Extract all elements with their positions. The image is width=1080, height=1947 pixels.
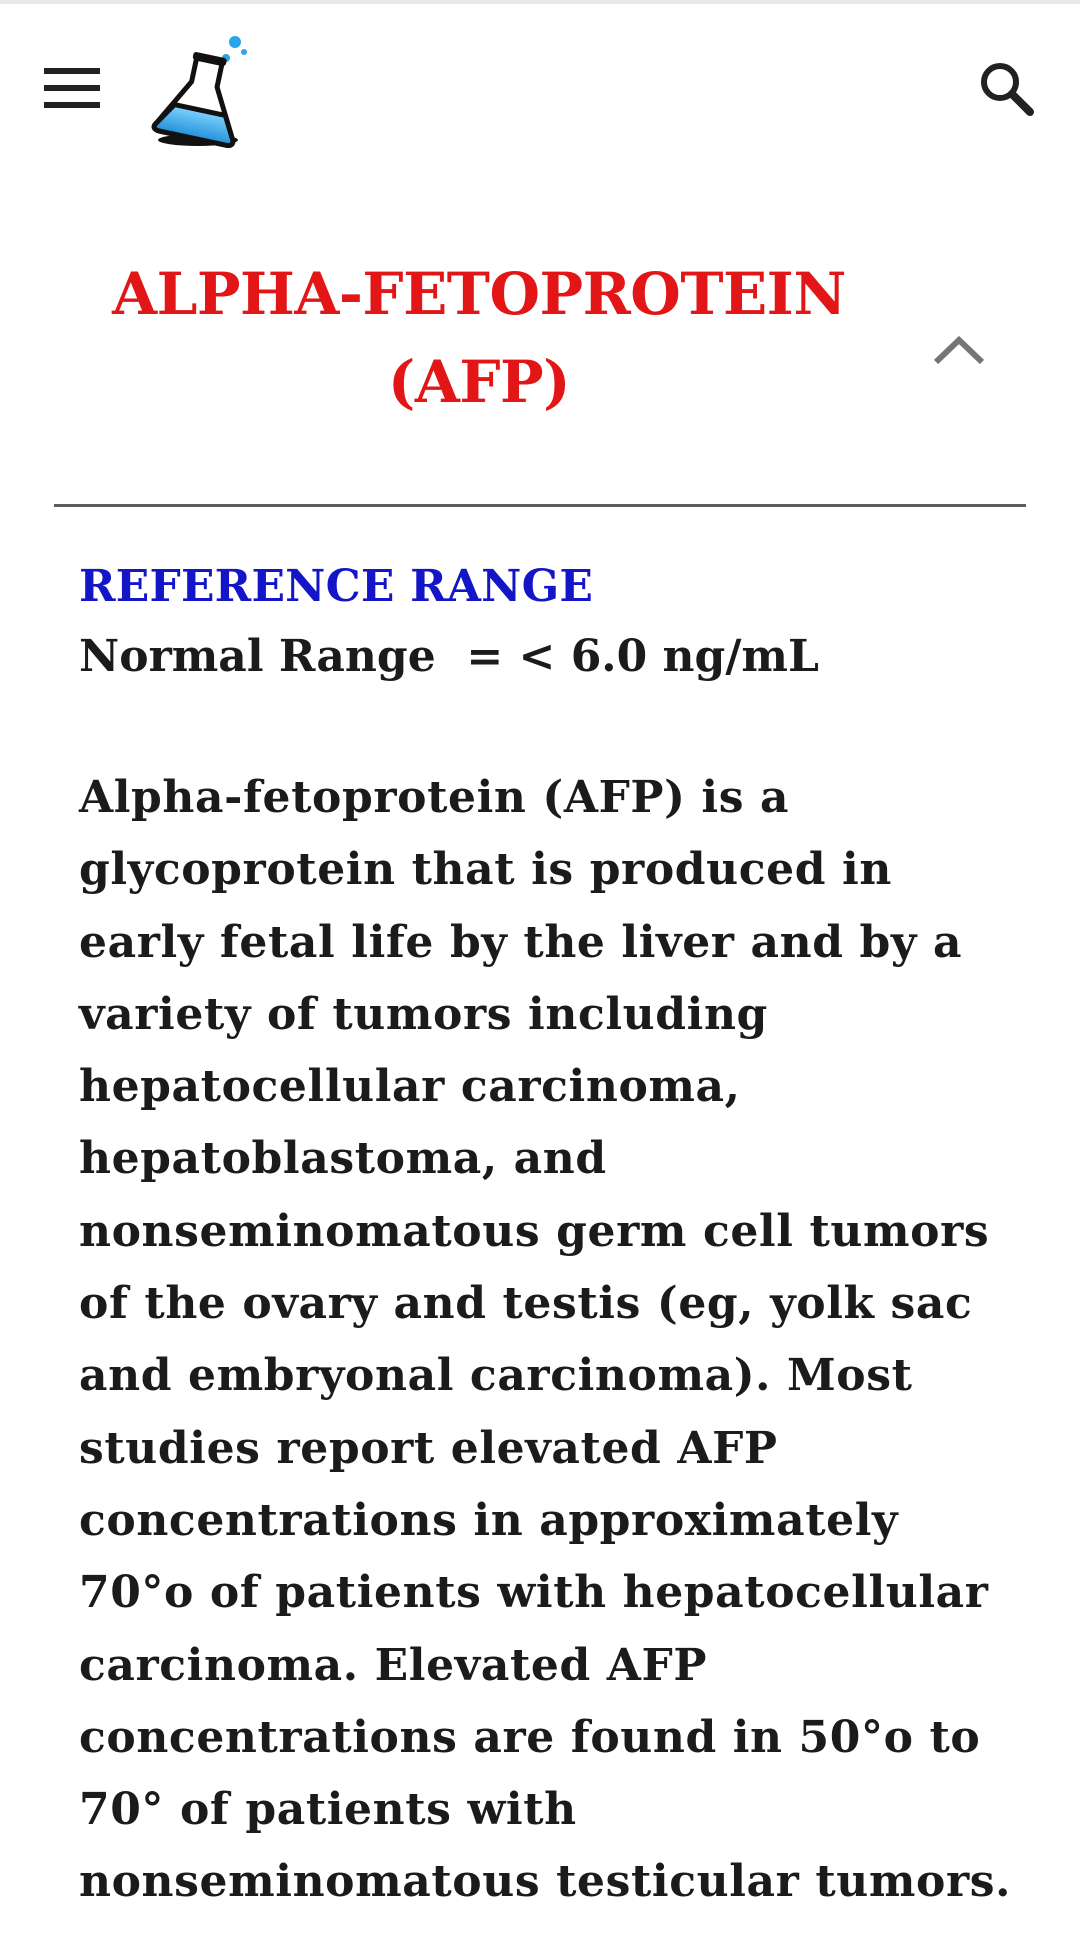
page-title: ALPHA-FETOPROTEIN (AFP) [112,260,846,416]
section-divider [54,504,1026,507]
chevron-up-icon [933,335,985,365]
search-button[interactable] [962,44,1050,132]
app-bar [0,4,1080,164]
hamburger-menu-icon [44,68,100,108]
search-icon [978,60,1034,116]
lab-flask-logo [140,22,268,150]
reference-range-heading: REFERENCE RANGE [79,561,594,612]
description-paragraph: Alpha-fetoprotein (AFP) is a glycoprotein that is produced in early fetal life by the liver and by a variety of tumors including hepatocellular carcinoma, hepatoblastoma, and nonseminomatous germ cell tumors of the ovary and testis (eg, yolk sac and embryonal carcinoma). Most studies report elevated AFP concentrations in approximately 70°o of patients with hepatocellular carcinoma. Elevated AFP concentrations are found in 50°o to 70° of patients with nonseminomatous testicular tumors. [79,772,1012,1908]
menu-button[interactable] [28,44,116,132]
section-content [79,552,1019,1919]
expandable-section-header[interactable] [54,230,1026,450]
normal-range-value: Normal Range = < 6.0 ng/mL [79,631,819,682]
collapse-button[interactable] [904,300,1014,400]
app-logo[interactable] [140,22,268,150]
